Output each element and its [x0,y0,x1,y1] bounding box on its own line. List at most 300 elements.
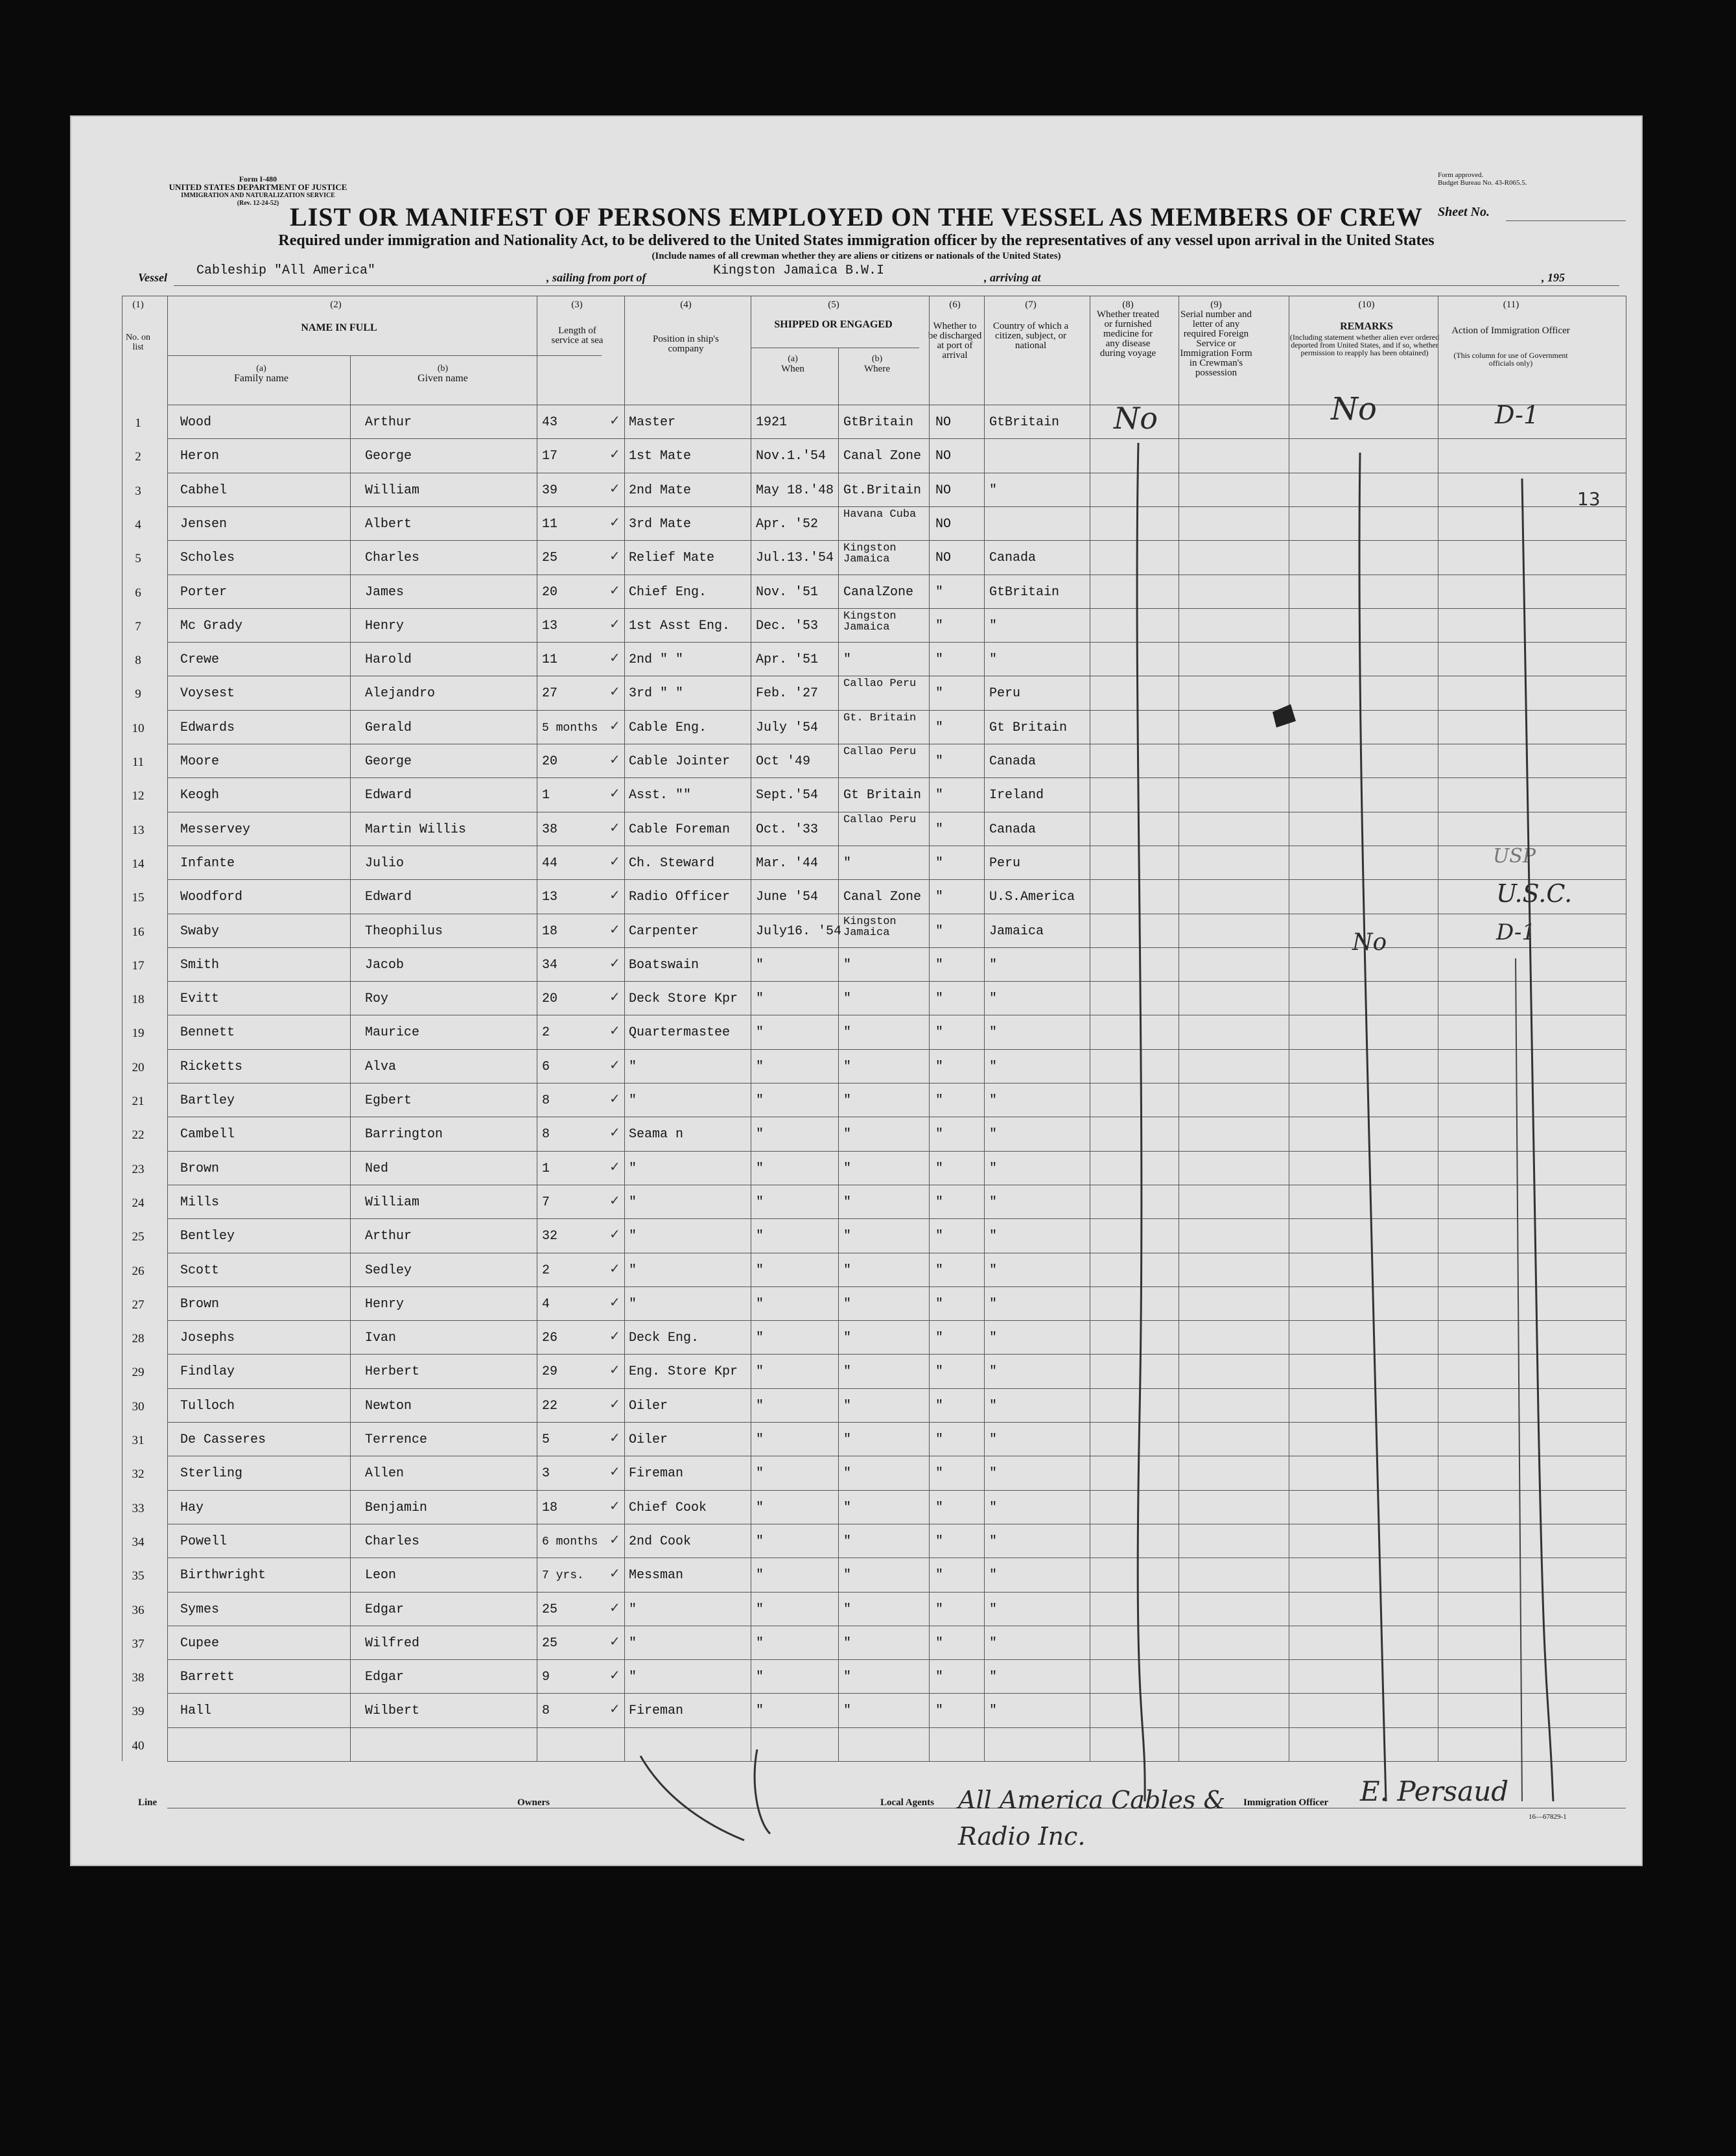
table-row [167,879,1626,880]
row-number: 32 [132,1467,145,1482]
given-name-cell: Ivan [365,1331,397,1346]
row-number: 14 [132,857,145,871]
page-subnote: (Include names of all crewman whether they are aliens or citizens or nationals of the United States) [651,251,1061,261]
country-cell: " [989,1568,998,1583]
position-cell: " [629,1229,637,1244]
country-cell: " [989,1059,998,1074]
check-mark-icon: ✓ [609,548,620,564]
country-cell: " [989,1194,998,1210]
family-name-cell: Ricketts [180,1059,243,1074]
col2b-label: Given name [417,373,468,384]
service-length-cell: 13 [542,890,558,905]
country-cell: " [989,1262,998,1278]
family-name-cell: Wood [180,415,212,430]
given-name-cell: Allen [365,1466,405,1482]
shipped-when-cell: " [756,1568,764,1583]
table-row [167,1286,1626,1287]
row-number: 12 [132,789,145,803]
check-mark-icon: ✓ [609,853,620,869]
given-name-cell: Henry [365,618,405,634]
position-cell: Cable Foreman [629,822,731,837]
given-name-cell: William [365,1194,420,1210]
shipped-where-cell: Gt.Britain [843,482,922,498]
shipped-where-cell: " [843,1466,852,1482]
service-length-cell: 43 [542,415,558,430]
given-name-cell: Edgar [365,1602,405,1617]
table-row [167,1490,1626,1491]
service-length-cell: 18 [542,1500,558,1515]
given-name-cell: Arthur [365,1229,412,1244]
table-row [167,710,1626,711]
discharged-cell: " [935,1059,944,1074]
shipped-when-cell: May 18.'48 [756,482,834,498]
service-length-cell: 20 [542,991,558,1007]
family-name-cell: Cupee [180,1635,220,1651]
given-name-cell: Jacob [365,957,405,973]
row-number: 15 [132,891,145,905]
shipped-when-cell: " [756,1194,764,1210]
col11-label: Action of Immigration Officer [1451,326,1570,336]
row-number: 20 [132,1060,145,1074]
given-name-cell: Wilfred [365,1635,420,1651]
family-name-cell: Cambell [180,1127,235,1143]
col2a-num: (a) [256,364,266,373]
family-name-cell: Sterling [180,1466,243,1482]
row-number: 5 [135,552,141,566]
country-cell: " [989,991,998,1007]
discharged-cell: " [935,1229,944,1244]
service-length-cell: 17 [542,449,558,464]
check-mark-icon: ✓ [609,1226,620,1242]
check-mark-icon: ✓ [609,615,620,632]
sheet-number-label: Sheet No. [1438,205,1490,219]
col10-label: REMARKS [1340,321,1393,332]
family-name-cell: Heron [180,449,220,464]
footer-immigration-officer-label: Immigration Officer [1243,1797,1329,1808]
row-number: 27 [132,1297,145,1312]
given-name-cell: Maurice [365,1025,420,1041]
check-mark-icon: ✓ [609,717,620,733]
country-cell: " [989,1670,998,1685]
position-cell: Fireman [629,1703,684,1719]
country-cell: Gt Britain [989,720,1068,735]
check-mark-icon: ✓ [609,887,620,903]
row-number: 40 [132,1738,145,1753]
handwritten-action-16: D-1 [1496,919,1536,945]
table-row [167,506,1626,507]
col8-num: (8) [1122,300,1134,310]
shipped-when-cell: Oct. '33 [756,822,819,837]
service-length-cell: 20 [542,584,558,600]
service-length-cell: 26 [542,1331,558,1346]
country-cell: " [989,1602,998,1617]
discharged-cell: NO [935,482,952,498]
check-mark-icon: ✓ [609,1463,620,1480]
table-row [167,1388,1626,1389]
check-mark-icon: ✓ [609,819,620,835]
handwritten-action-14: USP [1493,845,1536,868]
col11-note: (This column for use of Government officials only) [1453,351,1568,368]
service-length-cell: 2 [542,1262,550,1278]
shipped-where-cell: " [843,991,852,1007]
year-label: , 195 [1542,271,1565,284]
service-name: IMMIGRATION AND NATURALIZATION SERVICE [181,192,335,199]
position-cell: Deck Store Kpr [629,991,738,1007]
table-row [167,981,1626,982]
shipped-where-cell: " [843,1127,852,1143]
table-row [167,1659,1626,1660]
family-name-cell: Bennett [180,1025,235,1041]
family-name-cell: Porter [180,584,228,600]
given-name-cell: Alejandro [365,686,436,702]
page-title: LIST OR MANIFEST OF PERSONS EMPLOYED ON THE VESSEL AS MEMBERS OF CREW [290,202,1423,231]
shipped-when-cell: Dec. '53 [756,618,819,634]
table-column-divider [984,296,985,1761]
col6-num: (6) [949,300,961,310]
position-cell: Chief Cook [629,1500,707,1515]
service-length-cell: 8 [542,1127,550,1143]
country-cell: " [989,1432,998,1447]
discharged-cell: NO [935,449,952,464]
discharged-cell: " [935,855,944,871]
check-mark-icon: ✓ [609,1531,620,1547]
given-name-cell: Gerald [365,720,412,735]
col2a-label: Family name [234,373,288,384]
service-length-cell: 6 months [542,1535,598,1548]
local-agent-signature: All America Cables & Radio Inc. [958,1786,1226,1851]
country-cell: Peru [989,686,1021,702]
service-length-cell: 6 [542,1059,550,1074]
given-name-cell: James [365,584,405,600]
col9-num: (9) [1210,300,1222,310]
country-cell: GtBritain [989,584,1060,600]
country-cell: " [989,1093,998,1108]
shipped-where-cell: Kingston Jamaica [843,915,897,939]
position-cell: " [629,1602,637,1617]
row-number: 9 [135,687,141,702]
check-mark-icon: ✓ [609,412,620,428]
shipped-when-cell: " [756,1398,764,1414]
row-number: 31 [132,1434,145,1447]
shipped-when-cell: " [756,1466,764,1482]
given-name-cell: Leon [365,1568,397,1583]
row-number: 3 [135,484,141,498]
position-cell: 2nd Mate [629,482,692,498]
service-length-cell: 5 months [542,721,598,735]
given-name-cell: Charles [365,551,420,566]
row-number: 6 [135,586,141,600]
table-row [167,1083,1626,1084]
col1-label: No. on list [125,333,151,352]
shipped-where-cell: " [843,1229,852,1244]
given-name-cell: Edward [365,788,412,803]
discharged-cell: " [935,890,944,905]
service-length-cell: 8 [542,1703,550,1719]
shipped-where-cell: " [843,1194,852,1210]
country-cell: " [989,1500,998,1515]
country-cell: " [989,1398,998,1414]
position-cell: Seama n [629,1127,684,1143]
shipped-when-cell: " [756,1364,764,1380]
given-name-cell: George [365,754,412,769]
check-mark-icon: ✓ [609,650,620,666]
col2-num: (2) [330,300,342,310]
country-cell: " [989,1534,998,1549]
discharged-cell: NO [935,516,952,532]
discharged-cell: " [935,1635,944,1651]
row-number: 35 [132,1569,145,1583]
country-cell: Peru [989,855,1021,871]
col9-label: Serial number and letter of any required Foreign Service or Immigration Form in Crewman's possession [1180,309,1252,378]
shipped-when-cell: " [756,1534,764,1549]
shipped-when-cell: " [756,1161,764,1176]
country-cell: " [989,1466,998,1482]
position-cell: Cable Jointer [629,754,731,769]
table-row [167,540,1626,541]
family-name-cell: Messervey [180,822,251,837]
row-number: 37 [132,1637,145,1651]
given-name-cell: Julio [365,855,405,871]
col5a-num: (a) [788,354,798,364]
table-row [167,608,1626,609]
discharged-cell: " [935,1127,944,1143]
handwritten-action-15: U.S.C. [1496,879,1573,908]
row-number: 1 [135,416,141,430]
row-number: 28 [132,1332,145,1346]
check-mark-icon: ✓ [609,1395,620,1412]
discharged-cell: " [935,1194,944,1210]
given-name-cell: Edward [365,890,412,905]
row-number: 29 [132,1366,145,1380]
given-name-cell: Egbert [365,1093,412,1108]
family-name-cell: De Casseres [180,1432,266,1447]
shipped-where-cell: " [843,652,852,668]
handwritten-no-treated: No [1114,401,1158,436]
row-number: 17 [132,958,145,973]
check-mark-icon: ✓ [609,954,620,971]
position-cell: Radio Officer [629,890,731,905]
table-row [167,1151,1626,1152]
family-name-cell: Swaby [180,923,220,939]
table-row [167,1049,1626,1050]
table-row [167,438,1626,439]
country-cell: Canada [989,822,1037,837]
discharged-cell: " [935,1534,944,1549]
shipped-where-cell: Havana Cuba [843,508,917,521]
row-number: 11 [132,755,145,769]
discharged-cell: NO [935,551,952,566]
position-cell: Cable Eng. [629,720,707,735]
shipped-where-cell: " [843,1296,852,1312]
check-mark-icon: ✓ [609,785,620,801]
col5b-label: Where [864,364,890,374]
given-name-cell: Theophilus [365,923,443,939]
immigration-officer-signature: E. Persaud [1360,1775,1509,1807]
family-name-cell: Findlay [180,1364,235,1380]
discharged-cell: " [935,822,944,837]
table-row [167,1320,1626,1321]
shipped-when-cell: " [756,1635,764,1651]
shipped-where-cell: " [843,1432,852,1447]
row-number: 2 [135,450,141,464]
shipped-where-cell: " [843,1568,852,1583]
discharged-cell: " [935,754,944,769]
country-cell: " [989,1635,998,1651]
position-cell: " [629,1262,637,1278]
position-cell: Messman [629,1568,684,1583]
row-number: 22 [132,1128,145,1143]
vessel-label: Vessel [138,271,167,284]
service-length-cell: 25 [542,1602,558,1617]
position-cell: " [629,1296,637,1312]
position-cell: Deck Eng. [629,1331,699,1346]
table-row [167,1761,1626,1762]
shipped-when-cell: " [756,1229,764,1244]
check-mark-icon: ✓ [609,1328,620,1344]
family-name-cell: Bartley [180,1093,235,1108]
shipped-where-cell: " [843,1059,852,1074]
position-cell: 1st Asst Eng. [629,618,731,634]
table-column-divider [122,296,123,1761]
check-mark-icon: ✓ [609,921,620,937]
col7-label: Country of which a citizen, subject, or national [992,321,1069,351]
given-name-cell: Roy [365,991,389,1007]
discharged-cell: " [935,1093,944,1108]
check-mark-icon: ✓ [609,480,620,496]
shipped-when-cell: " [756,1703,764,1719]
discharged-cell: " [935,1670,944,1685]
given-name-cell: Benjamin [365,1500,428,1515]
col7-num: (7) [1025,300,1037,310]
shipped-where-cell: " [843,1262,852,1278]
check-mark-icon: ✓ [609,752,620,767]
row-number: 36 [132,1603,145,1617]
family-name-cell: Birthwright [180,1568,266,1583]
country-cell: " [989,1331,998,1346]
shipped-when-cell: " [756,1500,764,1515]
given-name-cell: George [365,449,412,464]
service-length-cell: 1 [542,1161,550,1176]
position-cell: 3rd Mate [629,516,692,532]
position-cell: 2nd Cook [629,1534,692,1549]
position-cell: 1st Mate [629,449,692,464]
col3-num: (3) [571,300,583,310]
country-cell: " [989,1025,998,1041]
discharged-cell: NO [935,415,952,430]
table-row [167,1693,1626,1694]
given-name-cell: Newton [365,1398,412,1414]
service-length-cell: 25 [542,1635,558,1651]
family-name-cell: Mc Grady [180,618,243,634]
shipped-when-cell: Apr. '52 [756,516,819,532]
shipped-when-cell: " [756,1432,764,1447]
shipped-where-cell: Callao Peru [843,813,917,826]
shipped-where-cell: Gt. Britain [843,711,917,724]
family-name-cell: Moore [180,754,220,769]
handwritten-margin-13: 13 [1577,488,1601,510]
given-name-cell: Sedley [365,1262,412,1278]
check-mark-icon: ✓ [609,1260,620,1276]
form-id: Form I-480 [239,174,277,184]
check-mark-icon: ✓ [609,1192,620,1208]
service-length-cell: 5 [542,1432,550,1447]
row-number: 10 [132,721,145,735]
shipped-when-cell: " [756,1093,764,1108]
check-mark-icon: ✓ [609,1056,620,1072]
shipped-when-cell: " [756,1127,764,1143]
discharged-cell: " [935,584,944,600]
footer-local-agents-label: Local Agents [880,1797,934,1808]
table-row [167,1592,1626,1593]
row-number: 13 [132,823,145,837]
country-cell: " [989,1364,998,1380]
shipped-where-cell: " [843,855,852,871]
service-length-cell: 39 [542,482,558,498]
service-length-cell: 34 [542,957,558,973]
discharged-cell: " [935,1398,944,1414]
country-cell: GtBritain [989,415,1060,430]
family-name-cell: Edwards [180,720,235,735]
form-revision: (Rev. 12-24-52) [237,200,279,207]
discharged-cell: " [935,991,944,1007]
discharged-cell: " [935,923,944,939]
col2b-num: (b) [437,364,449,373]
position-cell: 2nd " " [629,652,684,668]
service-length-cell: 32 [542,1229,558,1244]
row-number: 30 [132,1399,145,1414]
row-number: 23 [132,1162,145,1176]
service-length-cell: 2 [542,1025,550,1041]
shipped-where-cell: " [843,1670,852,1685]
sailing-port-value: Kingston Jamaica B.W.I [713,263,885,278]
discharged-cell: " [935,1296,944,1312]
given-name-cell: Henry [365,1296,405,1312]
shipped-when-cell: Apr. '51 [756,652,819,668]
position-cell: " [629,1161,637,1176]
family-name-cell: Mills [180,1194,220,1210]
col2-label: NAME IN FULL [301,322,377,333]
given-name-cell: Martin Willis [365,822,467,837]
position-cell: Relief Mate [629,551,715,566]
shipped-when-cell: " [756,1670,764,1685]
shipped-when-cell: Oct '49 [756,754,811,769]
row-number: 16 [132,925,145,939]
footer-owners-label: Owners [517,1797,550,1808]
country-cell: Jamaica [989,923,1044,939]
family-name-cell: Brown [180,1161,220,1176]
discharged-cell: " [935,1568,944,1583]
family-name-cell: Hall [180,1703,212,1719]
check-mark-icon: ✓ [609,1124,620,1141]
family-name-cell: Symes [180,1602,220,1617]
position-cell: Quartermastee [629,1025,731,1041]
shipped-when-cell: " [756,1331,764,1346]
shipped-when-cell: " [756,1262,764,1278]
service-length-cell: 22 [542,1398,558,1414]
row-number: 21 [132,1095,145,1108]
shipped-when-cell: Nov. '51 [756,584,819,600]
table-column-divider [929,296,930,1761]
shipped-where-cell: " [843,957,852,973]
shipped-when-cell: " [756,1296,764,1312]
row-number: 7 [135,619,141,634]
shipped-where-cell: CanalZone [843,584,914,600]
service-length-cell: 11 [542,652,558,668]
position-cell: 3rd " " [629,686,684,702]
shipped-when-cell: July '54 [756,720,819,735]
form-approved: Form approved. [1438,171,1484,179]
position-cell: Eng. Store Kpr [629,1364,738,1380]
